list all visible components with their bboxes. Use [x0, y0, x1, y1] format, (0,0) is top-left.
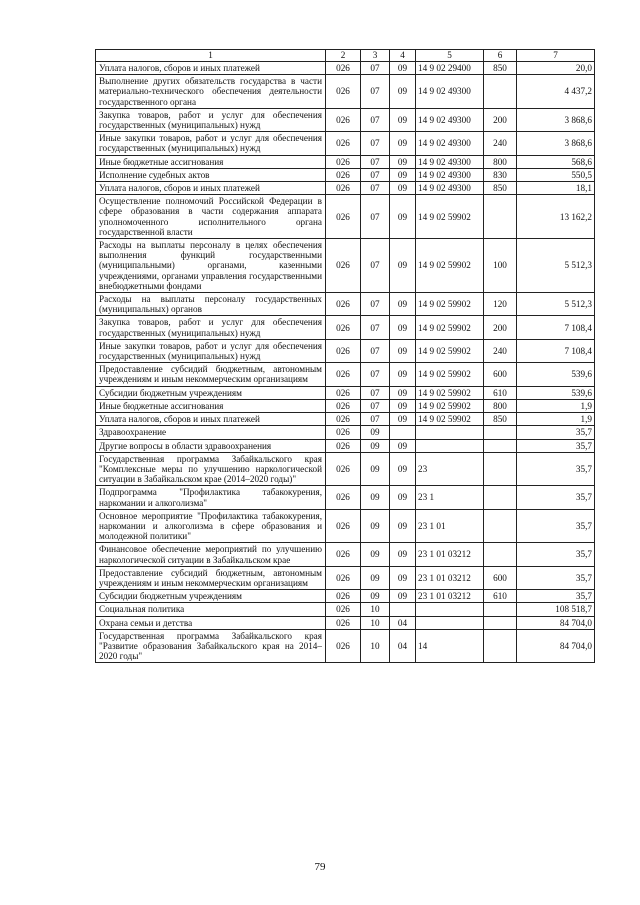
expense-type-cell: [484, 543, 517, 566]
admin-code-cell: 026: [326, 386, 361, 399]
admin-code-cell: 026: [326, 566, 361, 589]
section-cell: 09: [361, 509, 390, 543]
amount-cell: 539,6: [517, 363, 595, 386]
target-article-cell: 14 9 02 49300: [416, 168, 484, 181]
target-article-cell: 14 9 02 59902: [416, 239, 484, 293]
target-article-cell: 14 9 02 49300: [416, 132, 484, 155]
amount-cell: 7 108,4: [517, 339, 595, 362]
subsection-cell: 09: [390, 182, 416, 195]
section-cell: 07: [361, 168, 390, 181]
subsection-cell: 09: [390, 62, 416, 75]
target-article-cell: 14 9 02 59902: [416, 316, 484, 339]
admin-code-cell: 026: [326, 452, 361, 486]
admin-code-cell: 026: [326, 155, 361, 168]
admin-code-cell: 026: [326, 363, 361, 386]
table-row: [96, 590, 595, 603]
target-article-cell: [416, 426, 484, 439]
subsection-cell: 09: [390, 590, 416, 603]
header-cell: 3: [361, 50, 390, 62]
amount-cell: 35,7: [517, 452, 595, 486]
expense-type-cell: 610: [484, 386, 517, 399]
expense-type-cell: [484, 509, 517, 543]
header-cell: 5: [416, 50, 484, 62]
table-row: [96, 316, 595, 339]
admin-code-cell: 026: [326, 75, 361, 109]
row-name-cell: Предоставление субсидий бюджетным, автономным учреждениям и иным некоммерческим организациям: [96, 363, 326, 386]
row-name-cell: Иные бюджетные ассигнования: [96, 399, 326, 412]
row-name-cell: Субсидии бюджетным учреждениям: [96, 386, 326, 399]
expense-type-cell: [484, 486, 517, 509]
expense-type-cell: [484, 75, 517, 109]
target-article-cell: 23: [416, 452, 484, 486]
subsection-cell: [390, 603, 416, 616]
row-name-cell: Субсидии бюджетным учреждениям: [96, 590, 326, 603]
table-row: [96, 509, 595, 543]
amount-cell: 18,1: [517, 182, 595, 195]
amount-cell: 5 512,3: [517, 239, 595, 293]
table-row: [96, 132, 595, 155]
subsection-cell: 04: [390, 616, 416, 629]
subsection-cell: 09: [390, 132, 416, 155]
admin-code-cell: 026: [326, 293, 361, 316]
row-name-cell: Осуществление полномочий Российской Федерации в сфере образования в части содержания аппарата уполномоченного исполнительного органа государственной власти: [96, 195, 326, 239]
target-article-cell: 14 9 02 49300: [416, 108, 484, 131]
admin-code-cell: 026: [326, 590, 361, 603]
admin-code-cell: 026: [326, 486, 361, 509]
expense-type-cell: 830: [484, 168, 517, 181]
amount-cell: 35,7: [517, 426, 595, 439]
row-name-cell: Предоставление субсидий бюджетным, автономным учреждениям и иным некоммерческим организациям: [96, 566, 326, 589]
expense-type-cell: 850: [484, 62, 517, 75]
target-article-cell: 23 1 01 03212: [416, 543, 484, 566]
amount-cell: 35,7: [517, 509, 595, 543]
expense-type-cell: 240: [484, 339, 517, 362]
amount-cell: 35,7: [517, 566, 595, 589]
amount-cell: 539,6: [517, 386, 595, 399]
table-row: [96, 486, 595, 509]
admin-code-cell: 026: [326, 413, 361, 426]
subsection-cell: 09: [390, 168, 416, 181]
subsection-cell: 09: [390, 386, 416, 399]
table-row: [96, 75, 595, 109]
table-row: [96, 62, 595, 75]
section-cell: 07: [361, 132, 390, 155]
subsection-cell: [390, 426, 416, 439]
section-cell: 09: [361, 590, 390, 603]
amount-cell: 7 108,4: [517, 316, 595, 339]
amount-cell: 35,7: [517, 439, 595, 452]
admin-code-cell: 026: [326, 399, 361, 412]
expense-type-cell: [484, 195, 517, 239]
admin-code-cell: 026: [326, 603, 361, 616]
row-name-cell: Охрана семьи и детства: [96, 616, 326, 629]
row-name-cell: Основное мероприятие "Профилактика табакокурения, наркомании и алкоголизма в сфере образования и молодежной политики": [96, 509, 326, 543]
expense-type-cell: [484, 616, 517, 629]
amount-cell: 35,7: [517, 590, 595, 603]
admin-code-cell: 026: [326, 239, 361, 293]
subsection-cell: 09: [390, 195, 416, 239]
expense-type-cell: 600: [484, 566, 517, 589]
section-cell: 07: [361, 363, 390, 386]
target-article-cell: 14: [416, 629, 484, 663]
subsection-cell: 09: [390, 363, 416, 386]
table-row: [96, 413, 595, 426]
row-name-cell: Подпрограмма "Профилактика табакокурения, наркомании и алкоголизма": [96, 486, 326, 509]
expense-type-cell: 120: [484, 293, 517, 316]
subsection-cell: 09: [390, 316, 416, 339]
admin-code-cell: 026: [326, 108, 361, 131]
section-cell: 07: [361, 293, 390, 316]
table-row: [96, 543, 595, 566]
subsection-cell: 09: [390, 486, 416, 509]
expense-type-cell: [484, 603, 517, 616]
target-article-cell: 23 1 01: [416, 509, 484, 543]
target-article-cell: [416, 616, 484, 629]
table-row: [96, 108, 595, 131]
subsection-cell: 09: [390, 293, 416, 316]
row-name-cell: Государственная программа Забайкальского края "Комплексные меры по улучшению наркологической ситуации в Забайкальском крае (2014–2020 годы)": [96, 452, 326, 486]
target-article-cell: 23 1: [416, 486, 484, 509]
target-article-cell: 14 9 02 59902: [416, 339, 484, 362]
row-name-cell: Здравоохранение: [96, 426, 326, 439]
amount-cell: 5 512,3: [517, 293, 595, 316]
subsection-cell: 09: [390, 566, 416, 589]
amount-cell: 84 704,0: [517, 629, 595, 663]
row-name-cell: Иные бюджетные ассигнования: [96, 155, 326, 168]
amount-cell: 1,9: [517, 399, 595, 412]
table-row: [96, 239, 595, 293]
subsection-cell: 09: [390, 543, 416, 566]
expense-type-cell: [484, 426, 517, 439]
expense-type-cell: 610: [484, 590, 517, 603]
section-cell: 07: [361, 399, 390, 412]
section-cell: 07: [361, 316, 390, 339]
expense-type-cell: 850: [484, 413, 517, 426]
row-name-cell: Финансовое обеспечение мероприятий по улучшению наркологической ситуации в Забайкальском крае: [96, 543, 326, 566]
subsection-cell: 09: [390, 155, 416, 168]
target-article-cell: 14 9 02 59902: [416, 195, 484, 239]
target-article-cell: 14 9 02 59902: [416, 399, 484, 412]
admin-code-cell: 026: [326, 132, 361, 155]
admin-code-cell: 026: [326, 195, 361, 239]
target-article-cell: 23 1 01 03212: [416, 566, 484, 589]
section-cell: 07: [361, 195, 390, 239]
target-article-cell: 14 9 02 29400: [416, 62, 484, 75]
admin-code-cell: 026: [326, 426, 361, 439]
amount-cell: 35,7: [517, 543, 595, 566]
table-row: [96, 363, 595, 386]
section-cell: 07: [361, 182, 390, 195]
expense-type-cell: 800: [484, 399, 517, 412]
admin-code-cell: 026: [326, 509, 361, 543]
amount-cell: 568,6: [517, 155, 595, 168]
admin-code-cell: 026: [326, 168, 361, 181]
section-cell: 07: [361, 413, 390, 426]
expense-type-cell: 600: [484, 363, 517, 386]
admin-code-cell: 026: [326, 543, 361, 566]
section-cell: 09: [361, 543, 390, 566]
section-cell: 07: [361, 155, 390, 168]
subsection-cell: 09: [390, 413, 416, 426]
row-name-cell: Выполнение других обязательств государства в части материально-технического обеспечения деятельности государственного органа: [96, 75, 326, 109]
target-article-cell: 14 9 02 49300: [416, 155, 484, 168]
row-name-cell: Уплата налогов, сборов и иных платежей: [96, 413, 326, 426]
table-row: [96, 386, 595, 399]
amount-cell: 550,5: [517, 168, 595, 181]
amount-cell: 3 868,6: [517, 132, 595, 155]
table-row: [96, 566, 595, 589]
amount-cell: 35,7: [517, 486, 595, 509]
table-row: [96, 452, 595, 486]
table-row: [96, 616, 595, 629]
row-name-cell: Закупка товаров, работ и услуг для обеспечения государственных (муниципальных) нужд: [96, 316, 326, 339]
admin-code-cell: 026: [326, 182, 361, 195]
amount-cell: 3 868,6: [517, 108, 595, 131]
section-cell: 07: [361, 339, 390, 362]
target-article-cell: 14 9 02 59902: [416, 386, 484, 399]
section-cell: 09: [361, 486, 390, 509]
section-cell: 07: [361, 386, 390, 399]
section-cell: 09: [361, 426, 390, 439]
row-name-cell: Расходы на выплаты персоналу в целях обеспечения выполнения функций государственными (муниципальными) органами, казенными учреждениями, органами управления государственными внебюджетными фондами: [96, 239, 326, 293]
row-name-cell: Иные закупки товаров, работ и услуг для обеспечения государственных (муниципальных) нужд: [96, 132, 326, 155]
amount-cell: 1,9: [517, 413, 595, 426]
target-article-cell: [416, 439, 484, 452]
row-name-cell: Уплата налогов, сборов и иных платежей: [96, 62, 326, 75]
row-name-cell: Расходы на выплаты персоналу государственных (муниципальных) органов: [96, 293, 326, 316]
header-cell: 1: [96, 50, 326, 62]
admin-code-cell: 026: [326, 316, 361, 339]
expense-type-cell: 800: [484, 155, 517, 168]
subsection-cell: 09: [390, 509, 416, 543]
header-cell: 2: [326, 50, 361, 62]
row-name-cell: Исполнение судебных актов: [96, 168, 326, 181]
subsection-cell: 09: [390, 108, 416, 131]
expense-type-cell: 100: [484, 239, 517, 293]
section-cell: 07: [361, 75, 390, 109]
subsection-cell: 09: [390, 239, 416, 293]
table-row: [96, 168, 595, 181]
target-article-cell: 14 9 02 49300: [416, 182, 484, 195]
target-article-cell: 23 1 01 03212: [416, 590, 484, 603]
row-name-cell: Закупка товаров, работ и услуг для обеспечения государственных (муниципальных) нужд: [96, 108, 326, 131]
section-cell: 09: [361, 439, 390, 452]
section-cell: 10: [361, 603, 390, 616]
section-cell: 07: [361, 108, 390, 131]
admin-code-cell: 026: [326, 339, 361, 362]
row-name-cell: Другие вопросы в области здравоохранения: [96, 439, 326, 452]
table-body: [96, 62, 595, 663]
row-name-cell: Иные закупки товаров, работ и услуг для обеспечения государственных (муниципальных) нужд: [96, 339, 326, 362]
section-cell: 07: [361, 239, 390, 293]
admin-code-cell: 026: [326, 439, 361, 452]
target-article-cell: [416, 603, 484, 616]
expense-type-cell: 200: [484, 316, 517, 339]
table-row: [96, 629, 595, 663]
table-header-row: [96, 50, 595, 62]
expense-type-cell: [484, 629, 517, 663]
expense-type-cell: [484, 452, 517, 486]
header-cell: 4: [390, 50, 416, 62]
subsection-cell: 09: [390, 339, 416, 362]
table-row: [96, 439, 595, 452]
table-row: [96, 426, 595, 439]
expense-type-cell: 240: [484, 132, 517, 155]
table-row: [96, 293, 595, 316]
table-row: [96, 155, 595, 168]
target-article-cell: 14 9 02 59902: [416, 413, 484, 426]
table-row: [96, 195, 595, 239]
budget-table: [95, 49, 595, 663]
expense-type-cell: [484, 439, 517, 452]
subsection-cell: 09: [390, 399, 416, 412]
target-article-cell: 14 9 02 59902: [416, 293, 484, 316]
page-number: 79: [314, 861, 326, 873]
table-row: [96, 182, 595, 195]
subsection-cell: 09: [390, 75, 416, 109]
section-cell: 10: [361, 616, 390, 629]
amount-cell: 13 162,2: [517, 195, 595, 239]
section-cell: 07: [361, 62, 390, 75]
section-cell: 09: [361, 452, 390, 486]
admin-code-cell: 026: [326, 62, 361, 75]
amount-cell: 20,0: [517, 62, 595, 75]
row-name-cell: Уплата налогов, сборов и иных платежей: [96, 182, 326, 195]
expense-type-cell: 200: [484, 108, 517, 131]
row-name-cell: Государственная программа Забайкальского края "Развитие образования Забайкальского края на 2014–2020 годы": [96, 629, 326, 663]
table-row: [96, 603, 595, 616]
amount-cell: 4 437,2: [517, 75, 595, 109]
amount-cell: 108 518,7: [517, 603, 595, 616]
table-row: [96, 339, 595, 362]
target-article-cell: 14 9 02 59902: [416, 363, 484, 386]
admin-code-cell: 026: [326, 629, 361, 663]
header-cell: 7: [517, 50, 595, 62]
amount-cell: 84 704,0: [517, 616, 595, 629]
row-name-cell: Социальная политика: [96, 603, 326, 616]
expense-type-cell: 850: [484, 182, 517, 195]
section-cell: 10: [361, 629, 390, 663]
table-row: [96, 399, 595, 412]
subsection-cell: 09: [390, 452, 416, 486]
section-cell: 09: [361, 566, 390, 589]
admin-code-cell: 026: [326, 616, 361, 629]
target-article-cell: 14 9 02 49300: [416, 75, 484, 109]
subsection-cell: 04: [390, 629, 416, 663]
subsection-cell: 09: [390, 439, 416, 452]
header-cell: 6: [484, 50, 517, 62]
